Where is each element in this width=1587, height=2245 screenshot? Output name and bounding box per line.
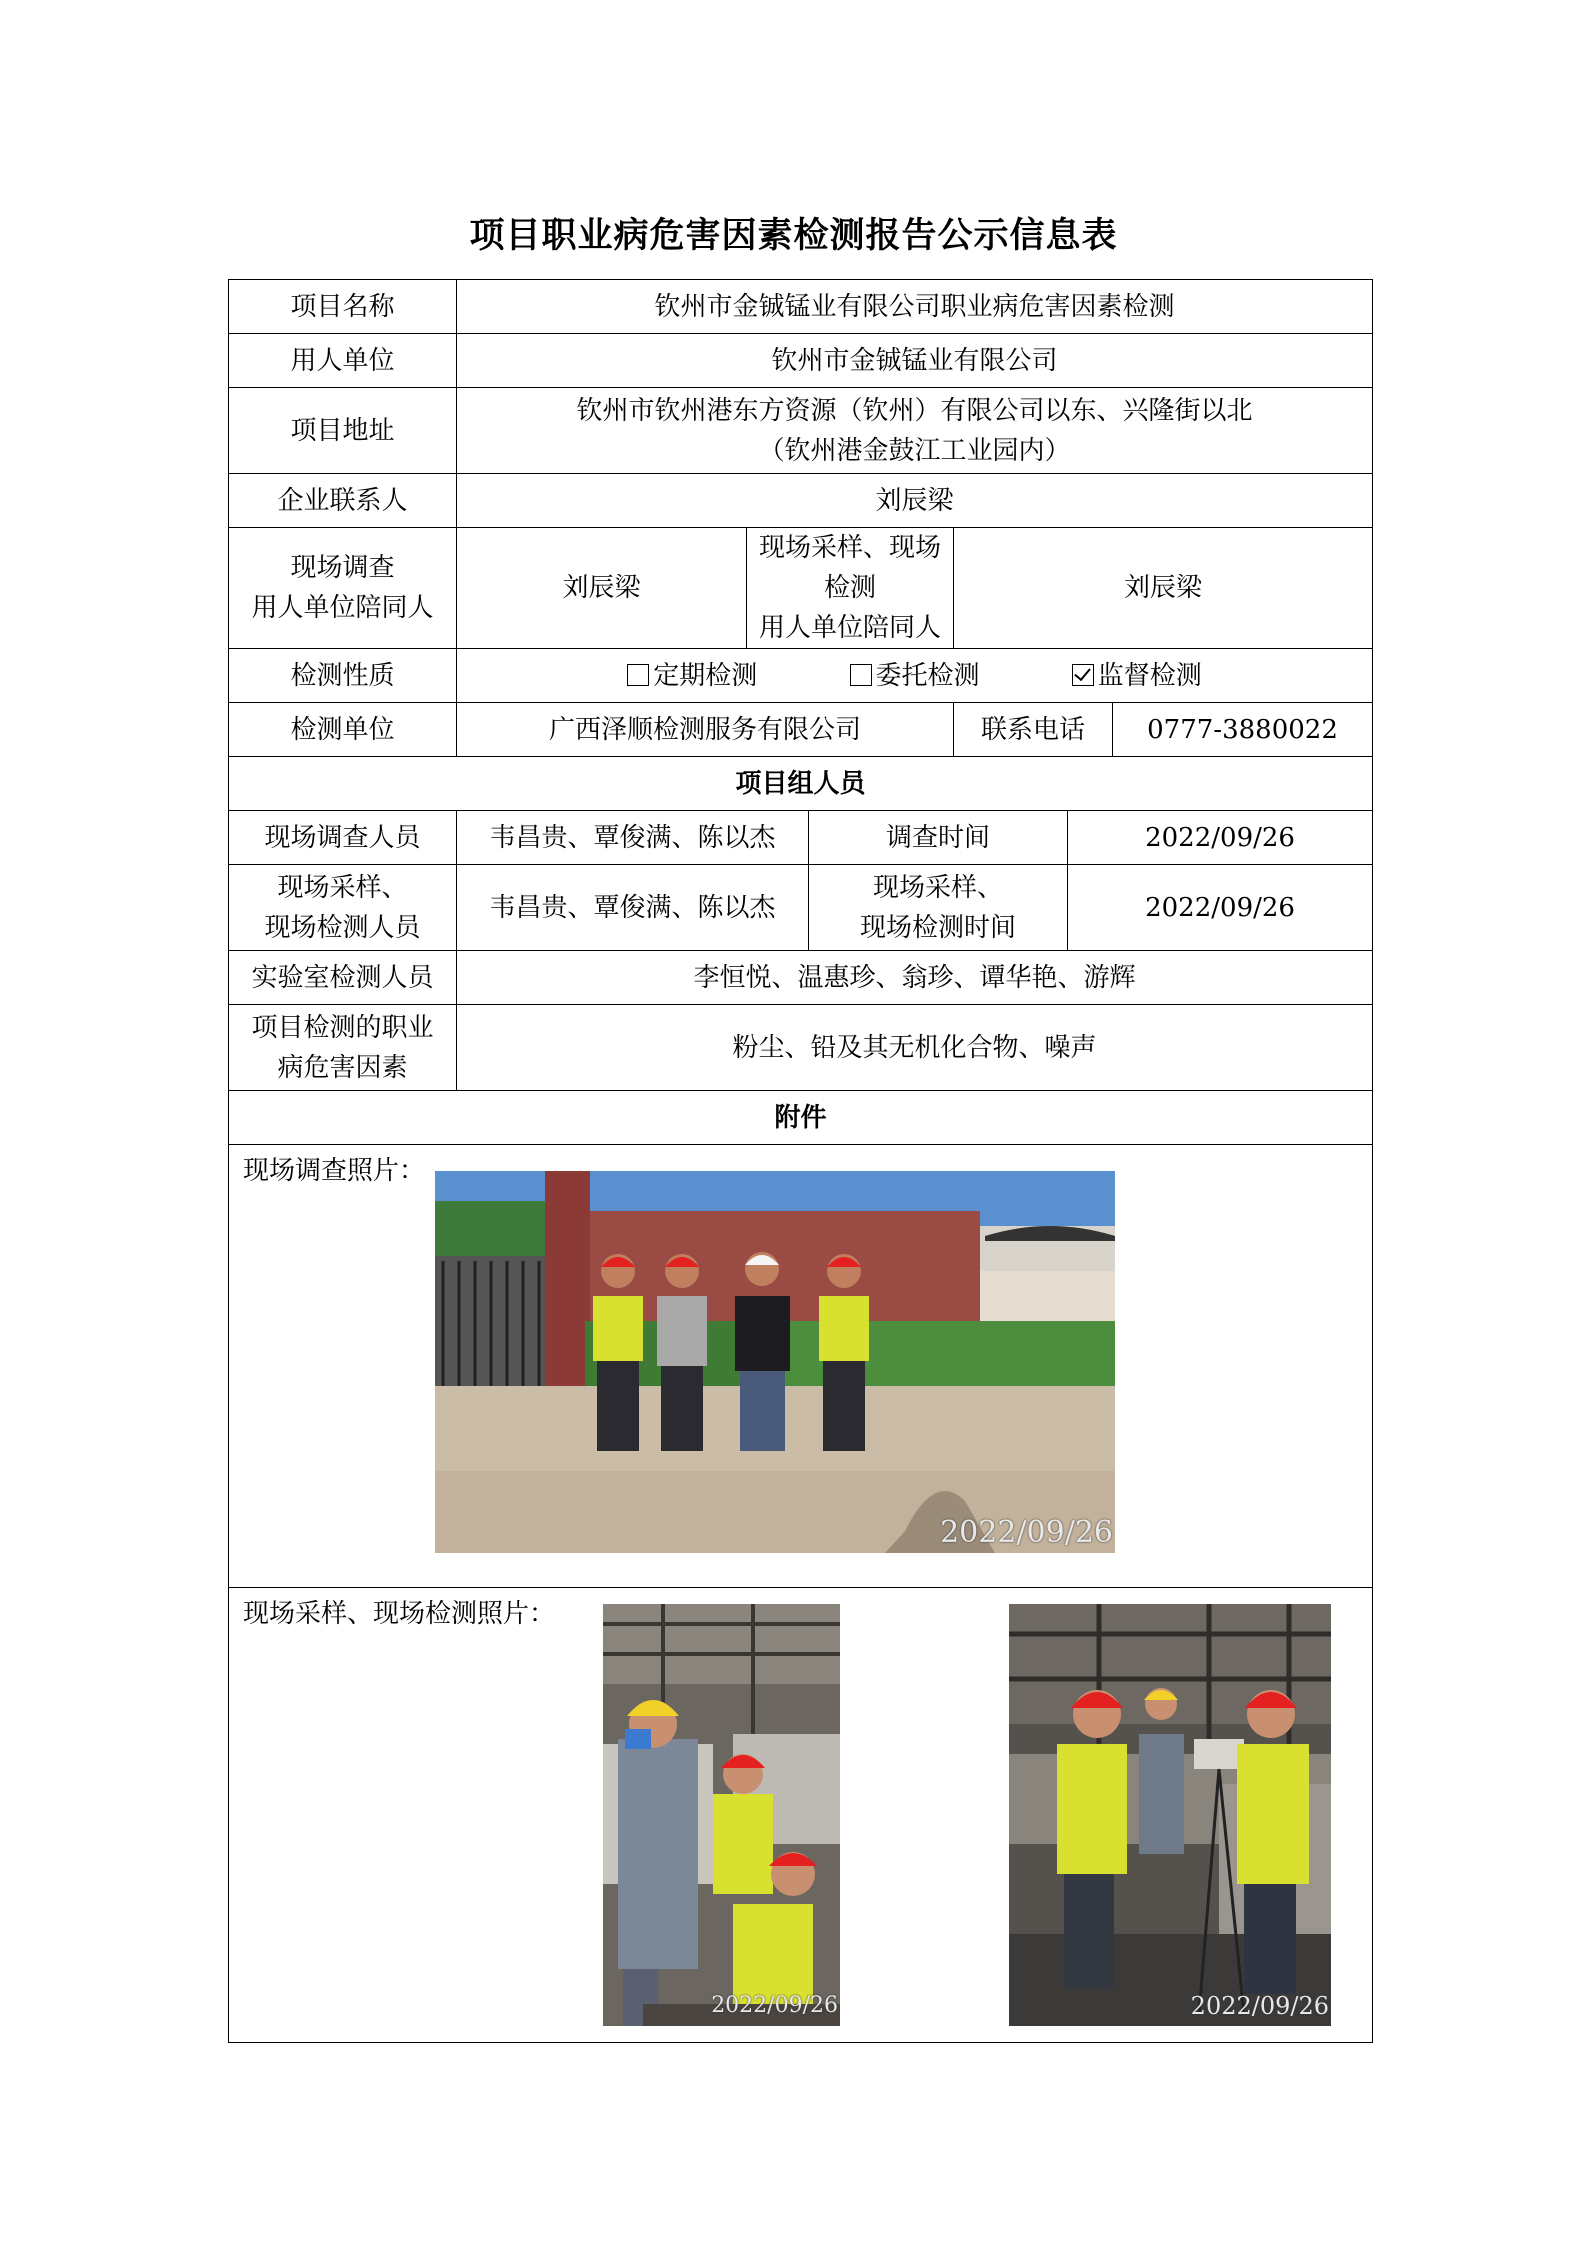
row-survey-staff	[229, 811, 1373, 865]
attachments-section-heading: 附件	[229, 1091, 1373, 1145]
checkbox-icon	[627, 664, 649, 686]
lab-label: 检测单位	[229, 703, 457, 757]
nature-option-supervisory	[1072, 656, 1202, 696]
survey-escort-label-line2: 用人单位陪同人	[251, 593, 434, 623]
checkbox-icon	[850, 664, 872, 686]
row-attachments-section	[229, 1091, 1373, 1145]
sampling-photo-1-date-stamp: 2022/09/26	[711, 1993, 838, 2018]
row-contact	[229, 474, 1373, 528]
survey-staff-label: 现场调查人员	[229, 811, 457, 865]
survey-photo	[435, 1171, 1115, 1553]
sampling-escort-label	[747, 528, 954, 649]
team-section-heading: 项目组人员	[229, 757, 1373, 811]
lab-value: 广西泽顺检测服务有限公司	[457, 703, 954, 757]
sampling-photo-1	[603, 1604, 840, 2026]
survey-escort-label	[229, 528, 457, 649]
row-team-section	[229, 757, 1373, 811]
employer-label: 用人单位	[229, 334, 457, 388]
contact-label: 企业联系人	[229, 474, 457, 528]
factors-label	[229, 1005, 457, 1091]
contact-value: 刘辰梁	[457, 474, 1373, 528]
checkbox-checked-icon	[1072, 664, 1094, 686]
row-project-name	[229, 280, 1373, 334]
page-title: 项目职业病危害因素检测报告公示信息表	[469, 216, 1118, 256]
sampling-photo-2	[1009, 1604, 1331, 2026]
nature-option-label: 委托检测	[875, 660, 980, 691]
sampling-staff-label	[229, 865, 457, 951]
sampling-staff-label-line1: 现场采样、	[277, 872, 408, 903]
survey-photo-image	[435, 1171, 1115, 1553]
survey-staff-value: 韦昌贵、覃俊满、陈以杰	[457, 811, 809, 865]
sampling-escort-value: 刘辰梁	[954, 528, 1373, 649]
survey-photo-cell	[229, 1145, 1373, 1588]
survey-time-value: 2022/09/26	[1068, 811, 1373, 865]
row-address	[229, 388, 1373, 474]
survey-escort-label-line1: 现场调查	[290, 553, 395, 583]
nature-label: 检测性质	[229, 649, 457, 703]
survey-time-label: 调查时间	[809, 811, 1068, 865]
row-sampling-photos	[229, 1588, 1373, 2043]
row-employer	[229, 334, 1373, 388]
sampling-photo-1-image	[603, 1604, 840, 2026]
survey-escort-value: 刘辰梁	[457, 528, 747, 649]
lab-staff-value: 李恒悦、温惠珍、翁珍、谭华艳、游辉	[457, 951, 1373, 1005]
sampling-photo-label: 现场采样、现场检测照片：	[243, 1599, 556, 1629]
factors-label-line1: 项目检测的职业	[251, 1012, 434, 1043]
nature-option-label: 定期检测	[653, 660, 758, 691]
row-factors	[229, 1005, 1373, 1091]
nature-options	[457, 649, 1373, 703]
survey-photo-date-stamp: 2022/09/26	[940, 1515, 1113, 1550]
nature-option-periodic	[627, 656, 757, 696]
project-name-label: 项目名称	[229, 280, 457, 334]
address-label: 项目地址	[229, 388, 457, 474]
sampling-time-value: 2022/09/26	[1068, 865, 1373, 951]
phone-label: 联系电话	[954, 703, 1113, 757]
row-survey-photo	[229, 1145, 1373, 1588]
sampling-staff-label-line2: 现场检测人员	[264, 912, 421, 943]
row-nature	[229, 649, 1373, 703]
survey-photo-label: 现场调查照片：	[243, 1156, 426, 1186]
address-line-1: 钦州市钦州港东方资源（钦州）有限公司以东、兴隆街以北	[576, 395, 1253, 426]
report-table	[228, 279, 1373, 2043]
sampling-photo-cell	[229, 1588, 1373, 2043]
factors-value: 粉尘、铅及其无机化合物、噪声	[457, 1005, 1373, 1091]
sampling-staff-value: 韦昌贵、覃俊满、陈以杰	[457, 865, 809, 951]
sampling-time-label-line1: 现场采样、	[872, 872, 1003, 903]
sampling-photo-2-date-stamp: 2022/09/26	[1190, 1992, 1329, 2020]
sampling-escort-label-line1: 现场采样、现场检测	[758, 533, 941, 603]
row-lab-staff	[229, 951, 1373, 1005]
sampling-photo-2-image	[1009, 1604, 1331, 2026]
row-sampling-staff	[229, 865, 1373, 951]
sampling-time-label-line2: 现场检测时间	[859, 912, 1016, 943]
employer-value: 钦州市金铖锰业有限公司	[457, 334, 1373, 388]
factors-label-line2: 病危害因素	[277, 1052, 408, 1083]
address-value	[457, 388, 1373, 474]
phone-value: 0777-3880022	[1113, 703, 1373, 757]
sampling-time-label	[809, 865, 1068, 951]
nature-option-label: 监督检测	[1097, 660, 1202, 691]
row-escorts	[229, 528, 1373, 649]
project-name-value: 钦州市金铖锰业有限公司职业病危害因素检测	[457, 280, 1373, 334]
row-lab	[229, 703, 1373, 757]
nature-option-commissioned	[850, 656, 980, 696]
sampling-escort-label-line2: 用人单位陪同人	[758, 613, 941, 643]
lab-staff-label: 实验室检测人员	[229, 951, 457, 1005]
address-line-2: （钦州港金鼓江工业园内）	[758, 435, 1071, 466]
